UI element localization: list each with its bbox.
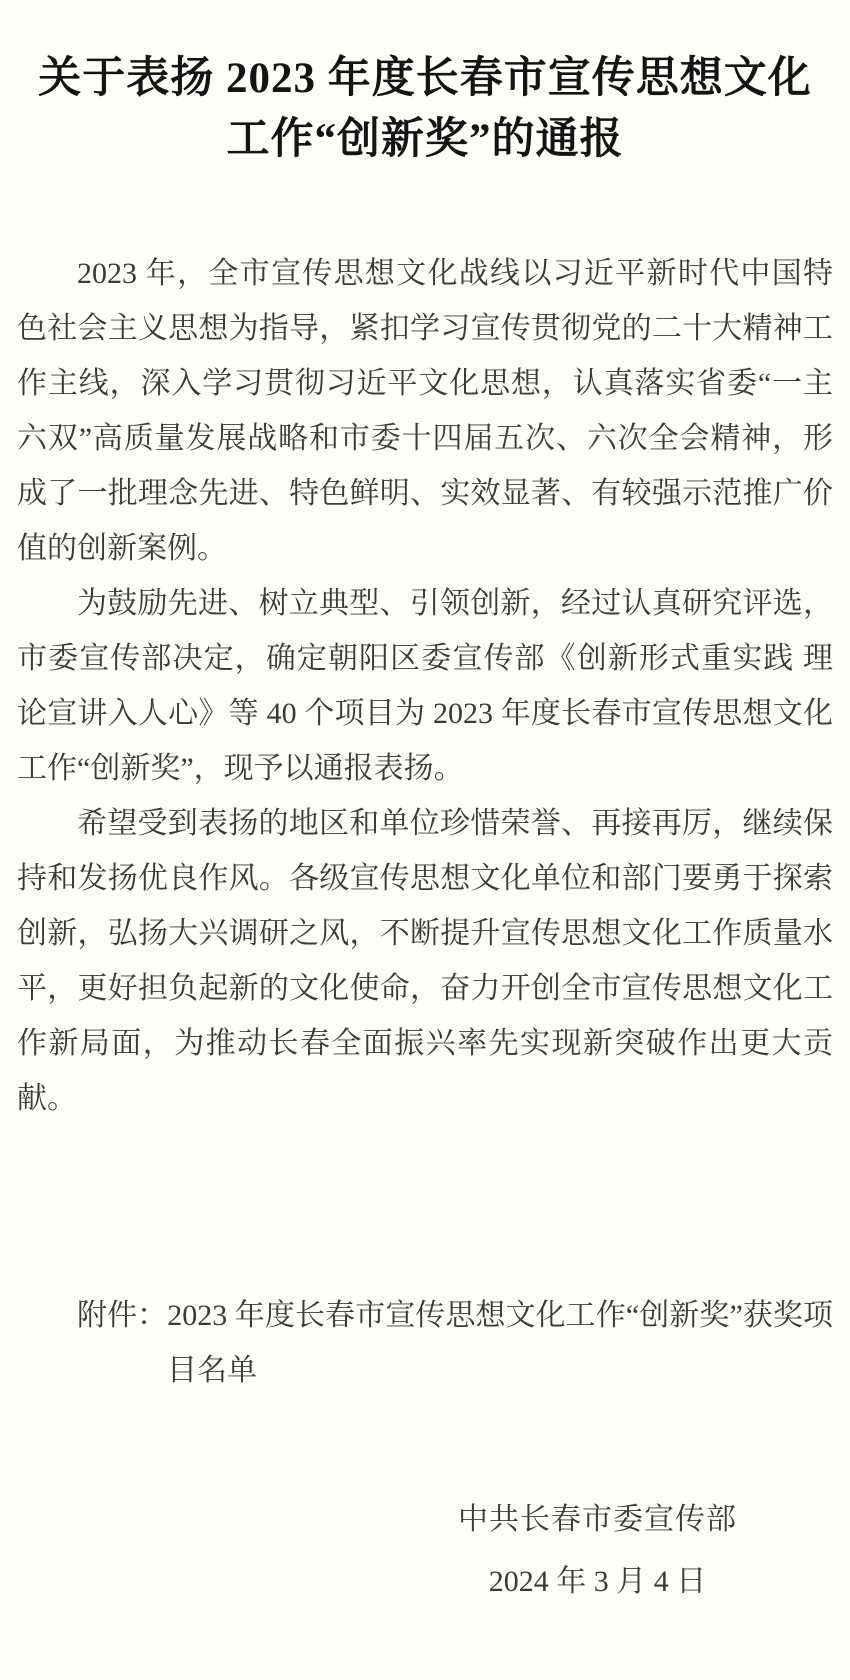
document-body (17, 246, 833, 1612)
attachment-label: 附件： (77, 1299, 168, 1332)
paragraph-2: 为鼓励先进、树立典型、引领创新，经过认真研究评选，市委宣传部决定，确定朝阳区委宣传部《创新形式重实践 理论宣讲入人心》等 40 个项目为 2023 年度长春市宣传思想文化工作“创新奖”，现予以通报表扬。 (17, 587, 833, 785)
attachment-note (77, 1288, 833, 1398)
signature-block (458, 1490, 737, 1612)
title-line-2: 工作“创新奖”的通报 (226, 116, 624, 163)
paragraph-1: 2023 年，全市宣传思想文化战线以习近平新时代中国特色社会主义思想为指导，紧扣学习宣传贯彻党的二十大精神工作主线，深入学习贯彻习近平文化思想，认真落实省委“一主六双”高质量发展战略和市委十四届五次、六次全会精神，形成了一批理念先进、特色鲜明、实效显著、有较强示范推广价值的创新案例。 (17, 257, 833, 565)
paragraph-3: 希望受到表扬的地区和单位珍惜荣誉、再接再厉，继续保持和发扬优良作风。各级宣传思想文化单位和部门要勇于探索创新，弘扬大兴调研之风，不断提升宣传思想文化工作质量水平，更好担负起新的文化使命，奋力开创全市宣传思想文化工作新局面，为推动长春全面振兴率先实现新突破作出更大贡献。 (17, 807, 833, 1115)
title-line-1: 关于表扬 2023 年度长春市宣传思想文化 (38, 55, 812, 102)
signature-date: 2024 年 3 月 4 日 (488, 1565, 707, 1598)
signature-org: 中共长春市委宣传部 (458, 1503, 737, 1536)
document-title (17, 48, 833, 170)
attachment-text: 2023 年度长春市宣传思想文化工作“创新奖”获奖项目名单 (167, 1299, 833, 1387)
